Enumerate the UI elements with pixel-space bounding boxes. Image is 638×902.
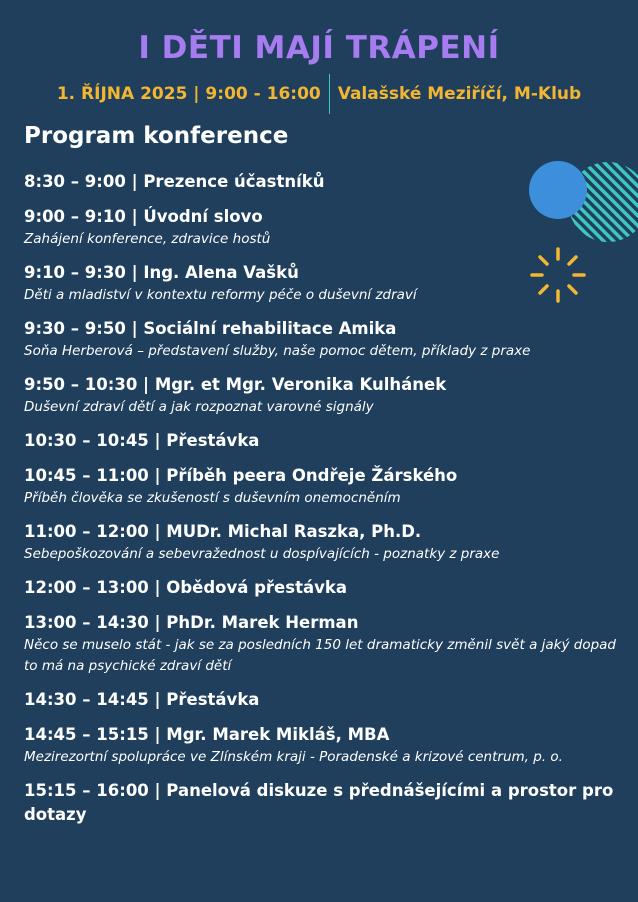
program-item (24, 429, 624, 453)
program-item-slot: 9:50 – 10:30 | Mgr. et Mgr. Veronika Kulhánek (24, 375, 447, 394)
program-item-desc: Soňa Herberová – představení služby, naše pomoc dětem, příklady z praxe (24, 343, 531, 359)
program-item (24, 373, 624, 418)
program-item-slot: 15:15 – 16:00 | Panelová diskuze s přednášejícími a prostor pro dotazy (24, 781, 614, 824)
program-item (24, 611, 624, 677)
program-item-slot: 10:30 – 10:45 | Přestávka (24, 431, 260, 450)
program-list (24, 170, 624, 838)
program-item-desc: Zahájení konference, zdravice hostů (24, 231, 271, 247)
event-location: Valašské Meziříčí, M-Klub (337, 84, 582, 104)
program-item-slot: 9:00 – 9:10 | Úvodní slovo (24, 207, 263, 226)
event-info (0, 74, 638, 114)
program-item (24, 723, 624, 768)
program-item (24, 261, 624, 306)
program-item-slot: 14:45 – 15:15 | Mgr. Marek Mikláš, MBA (24, 725, 390, 744)
program-item-slot: 10:45 – 11:00 | Příběh peera Ondřeje Žárského (24, 466, 458, 485)
program-item (24, 520, 624, 565)
program-item (24, 779, 624, 827)
page-title: I DĚTI MAJÍ TRÁPENÍ (138, 30, 500, 66)
program-item-desc: Příběh člověka se zkušeností s duševním onemocněním (24, 490, 401, 506)
program-item-slot: 8:30 – 9:00 | Prezence účastníků (24, 172, 325, 191)
program-item-slot: 11:00 – 12:00 | MUDr. Michal Raszka, Ph.D. (24, 522, 422, 541)
program-item-desc: Duševní zdraví dětí a jak rozpoznat varovné signály (24, 399, 374, 415)
program-item-slot: 9:30 – 9:50 | Sociální rehabilitace Amika (24, 319, 397, 338)
program-item (24, 688, 624, 712)
program-item (24, 205, 624, 250)
program-item-slot: 14:30 – 14:45 | Přestávka (24, 690, 260, 709)
program-item-slot: 12:00 – 13:00 | Obědová přestávka (24, 578, 347, 597)
program-item-slot: 9:10 – 9:30 | Ing. Alena Vašků (24, 263, 299, 282)
program-item-desc: Děti a mladiství v kontextu reformy péče o duševní zdraví (24, 287, 417, 303)
program-item (24, 317, 624, 362)
divider (329, 74, 330, 114)
program-item (24, 576, 624, 600)
program-item (24, 170, 624, 194)
program-item-desc: Sebepoškozování a sebevražednost u dospívajících - poznatky z praxe (24, 546, 500, 562)
program-item-desc: Něco se muselo stát - jak se za posledních 150 let dramaticky změnil svět a jaký dopad to má na psychické zdraví dětí (24, 637, 616, 674)
program-heading: Program konference (24, 123, 289, 149)
program-item-slot: 13:00 – 14:30 | PhDr. Marek Herman (24, 613, 359, 632)
program-item (24, 464, 624, 509)
event-date-time: 1. ŘÍJNA 2025 | 9:00 - 16:00 (56, 84, 321, 104)
program-item-desc: Mezirezortní spolupráce ve Zlínském kraji - Poradenské a krizové centrum, p. o. (24, 749, 563, 765)
